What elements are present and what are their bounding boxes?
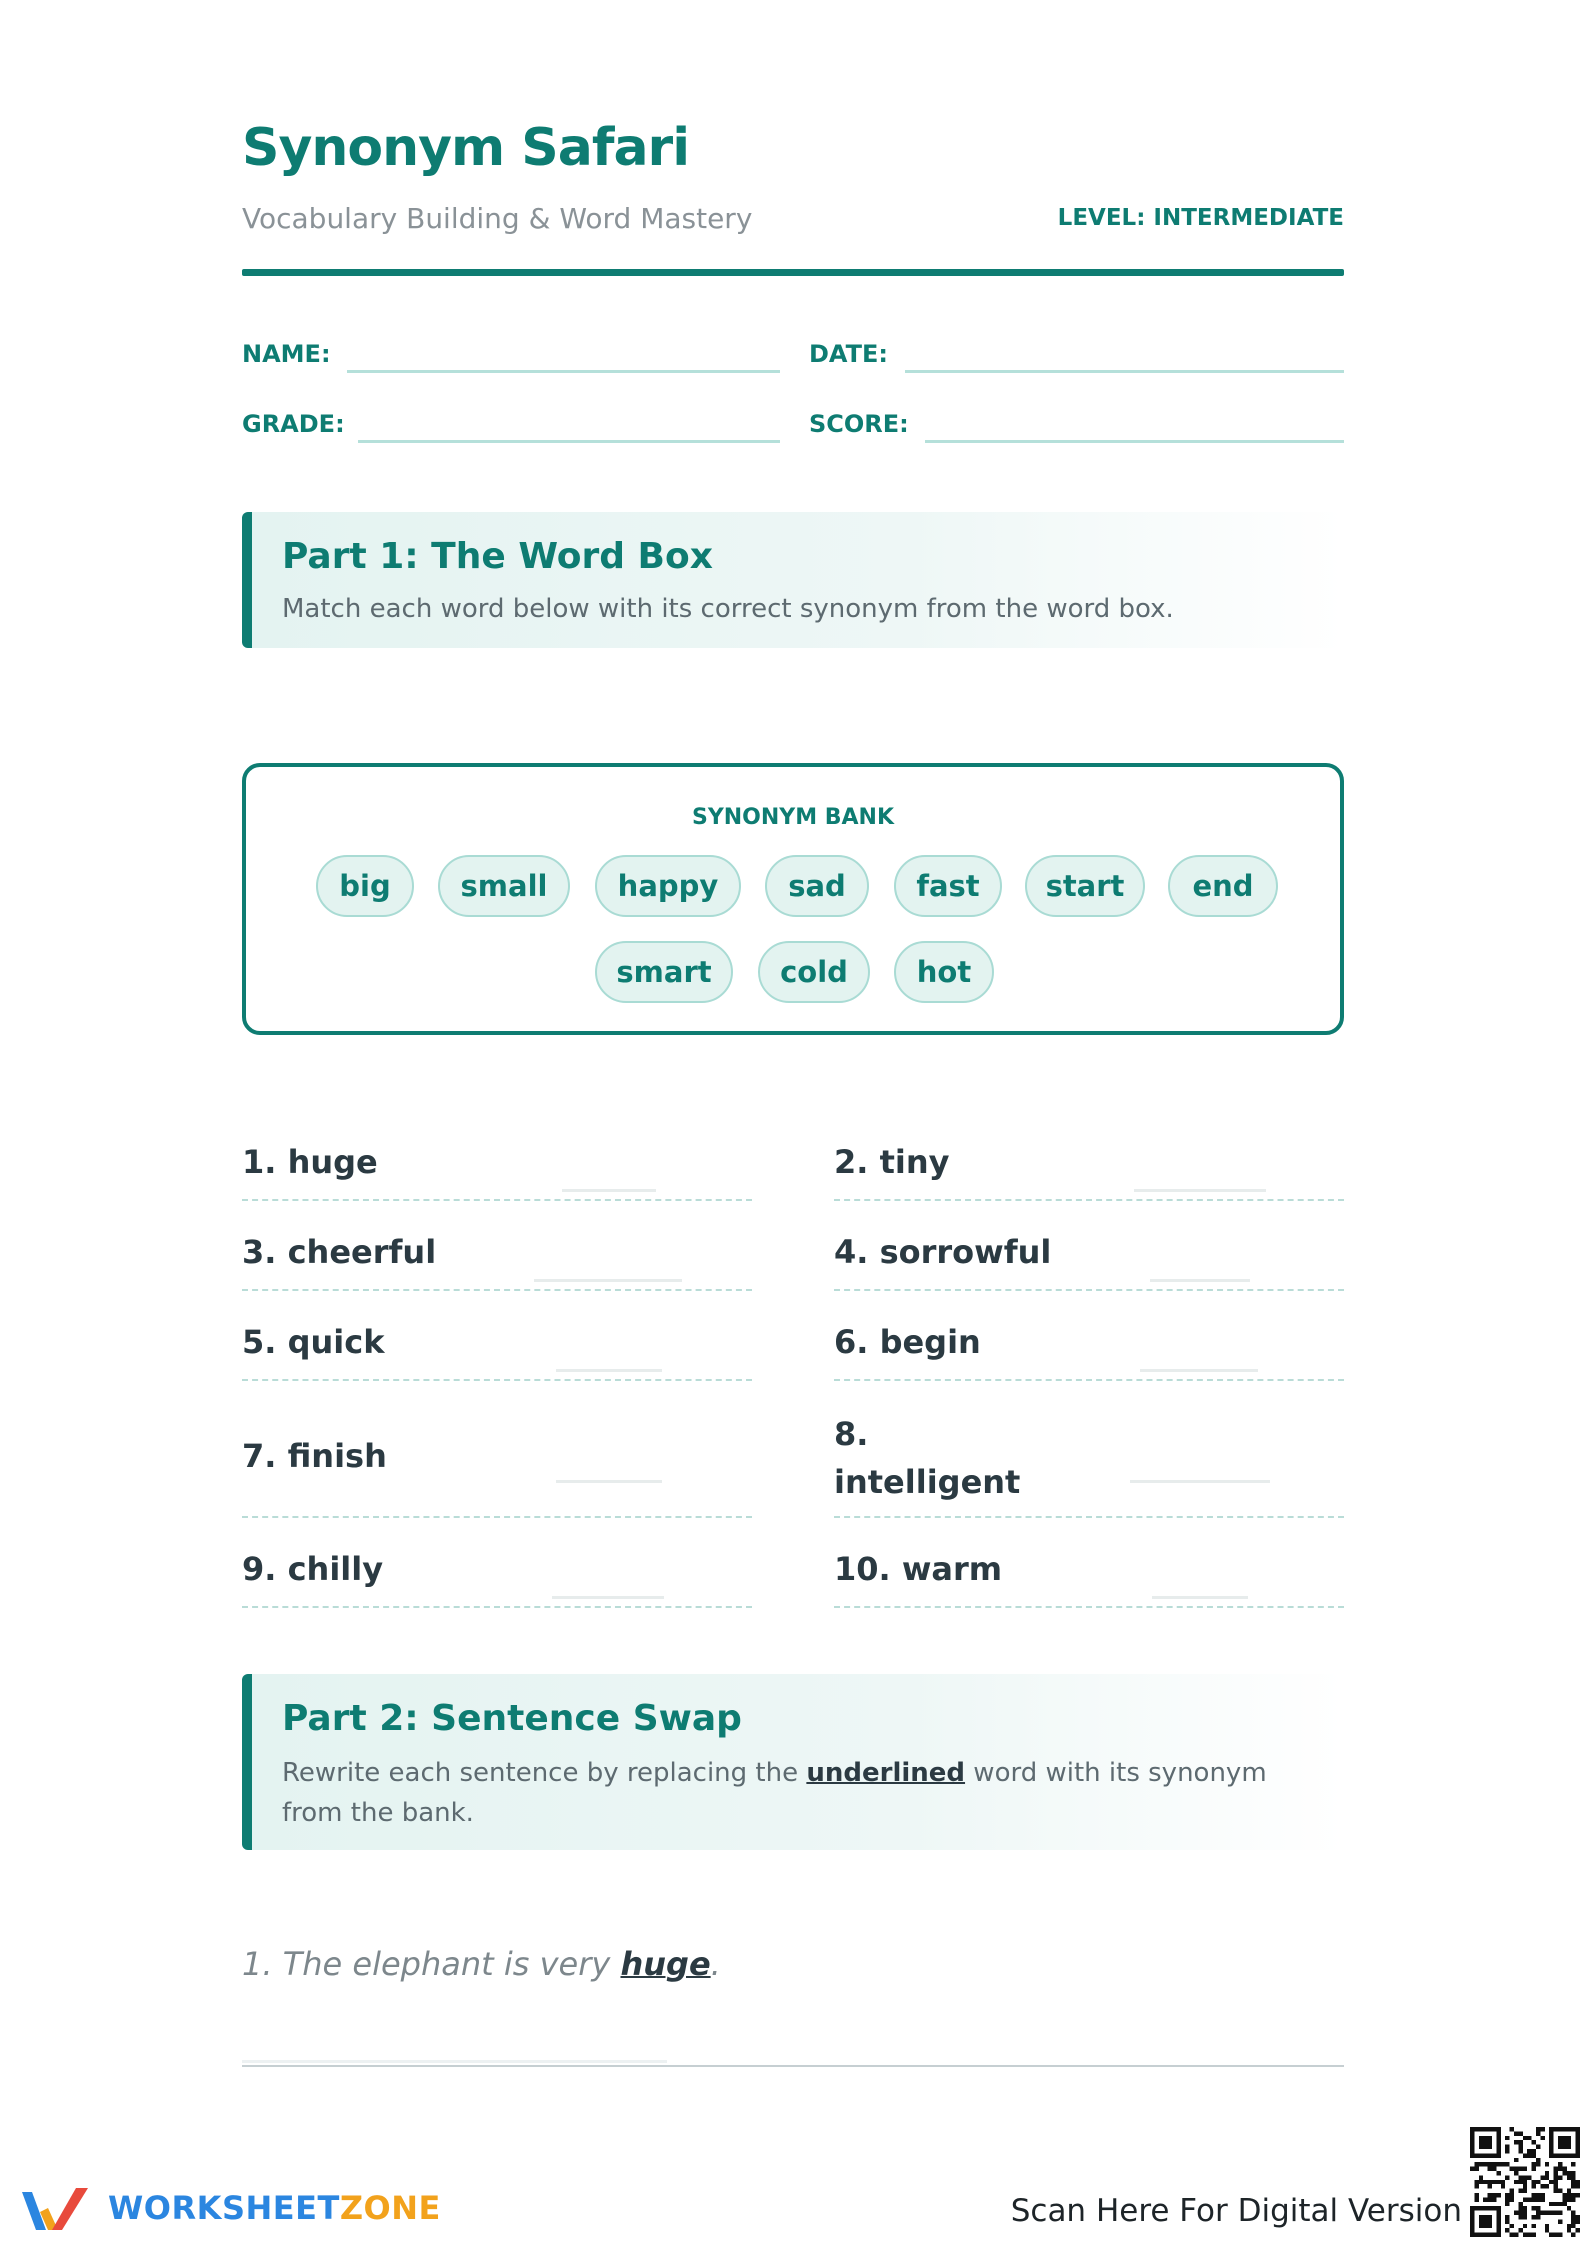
part2-description-end: word with its synonym from the bank.: [282, 1758, 1267, 1828]
answer-blank[interactable]: [556, 1480, 662, 1483]
question-label: 9. chilly: [242, 1550, 384, 1588]
brand-name-part1: WORKSHEET: [108, 2189, 340, 2227]
score-field[interactable]: [925, 440, 1344, 443]
part2-title: Part 2: Sentence Swap: [282, 1698, 742, 1739]
name-field[interactable]: [347, 370, 780, 373]
answer-blank[interactable]: [1140, 1369, 1258, 1372]
answer-blank[interactable]: [534, 1279, 682, 1282]
word-chip: happy: [595, 855, 741, 917]
answer-blank[interactable]: [556, 1369, 662, 1372]
part1-instructions: [242, 512, 1344, 648]
answer-line-faint: [242, 2060, 667, 2063]
answer-blank[interactable]: [1150, 1279, 1250, 1282]
match-question: [242, 1400, 752, 1518]
match-question: [834, 1310, 1344, 1381]
match-question: [242, 1537, 752, 1608]
word-chip: small: [438, 855, 570, 917]
brand-name: [108, 2189, 441, 2227]
match-question: [834, 1220, 1344, 1291]
grade-label: GRADE:: [242, 410, 345, 438]
part2-description-start: Rewrite each sentence by replacing the: [282, 1758, 807, 1788]
answer-blank[interactable]: [1152, 1596, 1248, 1599]
worksheetzone-logo-icon: [18, 2182, 94, 2238]
part2-instructions: [242, 1674, 1344, 1850]
date-field[interactable]: [905, 370, 1344, 373]
question-label: 8.: [834, 1415, 869, 1453]
question-label: 10. warm: [834, 1550, 1003, 1588]
match-question: [834, 1400, 1344, 1518]
word-chip: smart: [595, 941, 733, 1003]
match-question: [834, 1130, 1344, 1201]
word-chip: hot: [894, 941, 994, 1003]
word-chip: sad: [765, 855, 869, 917]
brand-name-part2: ZONE: [339, 2189, 441, 2227]
word-chip: big: [316, 855, 414, 917]
question-label: 7. finish: [242, 1437, 387, 1475]
sentence-target-word: huge: [620, 1945, 711, 1983]
header-divider: [242, 269, 1344, 276]
score-label: SCORE:: [809, 410, 909, 438]
qr-code-icon[interactable]: [1470, 2127, 1580, 2237]
part1-title: Part 1: The Word Box: [282, 536, 713, 577]
name-label: NAME:: [242, 340, 331, 368]
date-label: DATE:: [809, 340, 888, 368]
answer-blank[interactable]: [552, 1596, 664, 1599]
answer-blank[interactable]: [1130, 1480, 1270, 1483]
question-label: 5. quick: [242, 1323, 385, 1361]
question-label: 2. tiny: [834, 1143, 950, 1181]
question-label: 1. huge: [242, 1143, 378, 1181]
question-label: 6. begin: [834, 1323, 981, 1361]
synonym-bank-title: SYNONYM BANK: [691, 805, 895, 830]
question-label-continued: intelligent: [834, 1463, 1021, 1501]
question-label: 3. cheerful: [242, 1233, 437, 1271]
sentence-end: .: [710, 1945, 721, 1983]
word-chip: fast: [894, 855, 1002, 917]
answer-line[interactable]: [242, 2065, 1344, 2067]
word-chip: end: [1168, 855, 1278, 917]
underlined-word: underlined: [806, 1758, 966, 1788]
match-question: [242, 1310, 752, 1381]
part1-description: Match each word below with its correct synonym from the word box.: [282, 594, 1174, 624]
scan-instruction: Scan Here For Digital Version: [1010, 2193, 1462, 2229]
sentence-item: [242, 1945, 721, 1983]
grade-field[interactable]: [358, 440, 780, 443]
match-question: [242, 1130, 752, 1201]
answer-blank[interactable]: [1134, 1189, 1266, 1192]
synonym-bank: [242, 763, 1344, 1035]
answer-blank[interactable]: [562, 1189, 656, 1192]
question-label: 4. sorrowful: [834, 1233, 1052, 1271]
word-chip: cold: [758, 941, 870, 1003]
worksheet-title: Synonym Safari: [242, 118, 690, 178]
word-chip: start: [1025, 855, 1145, 917]
worksheet-subtitle: Vocabulary Building & Word Mastery: [242, 202, 753, 235]
sentence-text: 1. The elephant is very: [242, 1945, 621, 1983]
level-badge: LEVEL: INTERMEDIATE: [1057, 205, 1344, 231]
match-question: [242, 1220, 752, 1291]
match-question: [834, 1537, 1344, 1608]
part2-description: [282, 1753, 1314, 1833]
